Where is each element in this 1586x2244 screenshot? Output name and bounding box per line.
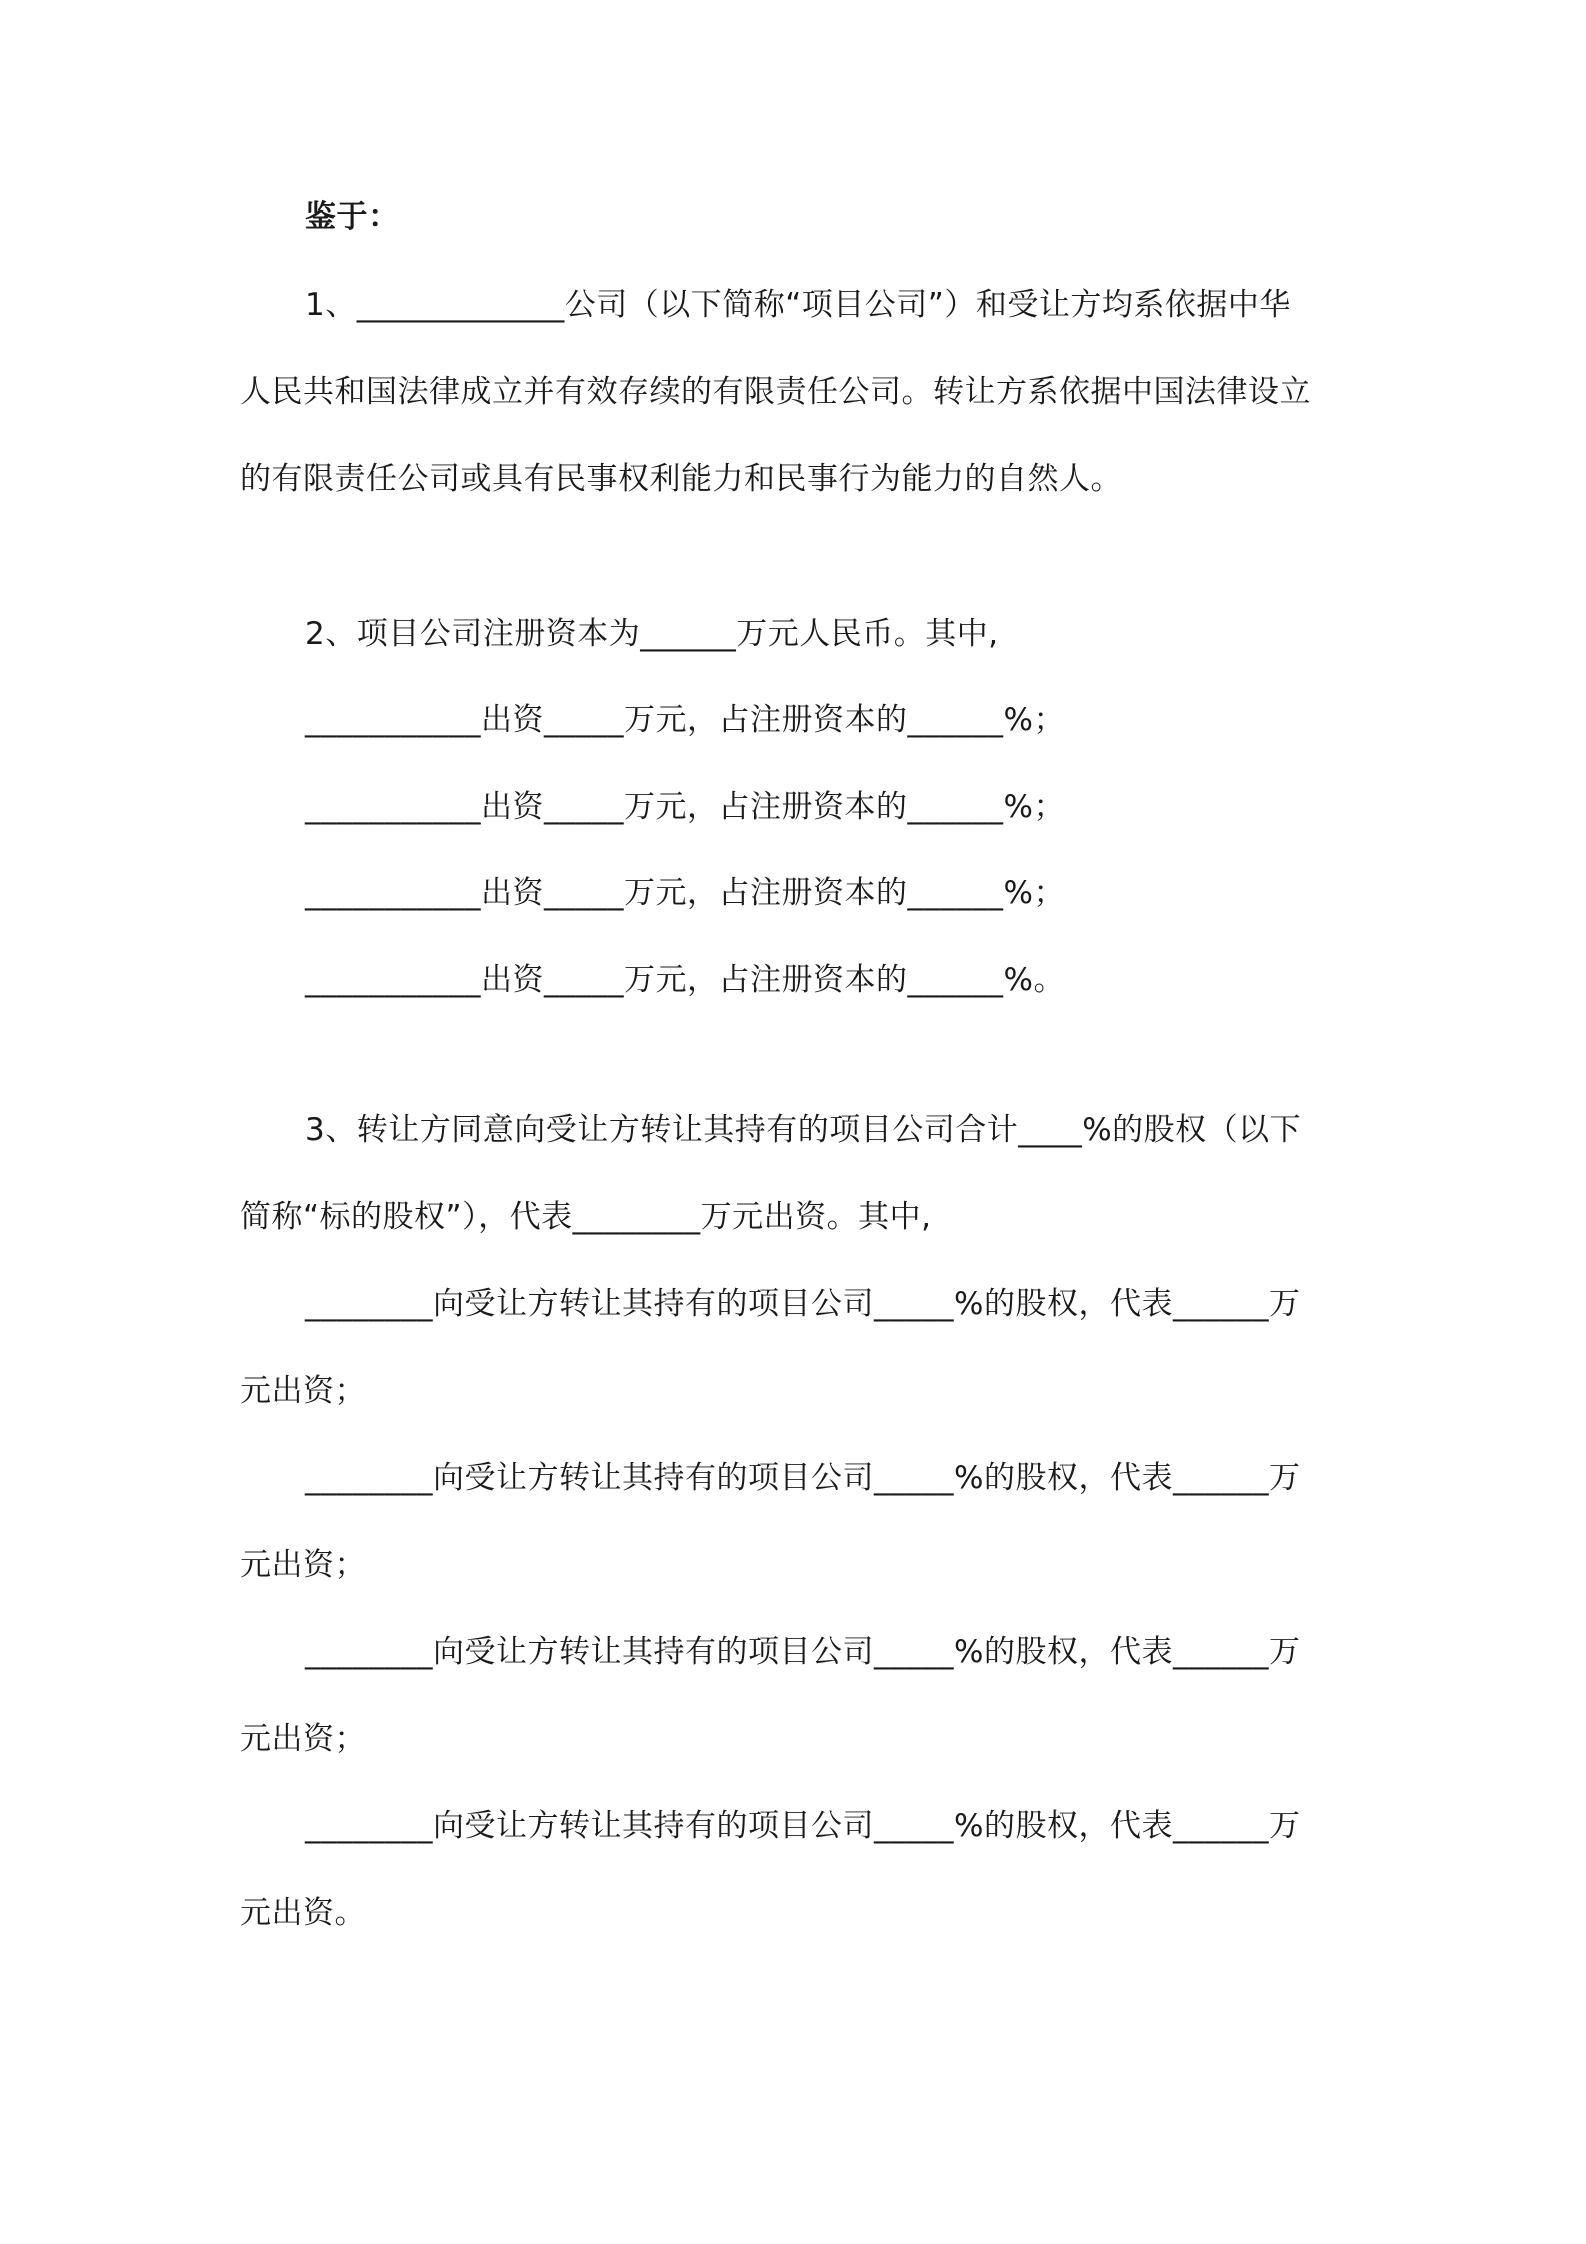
clause-3-item-line: ________向受让方转让其持有的项目公司_____%的股权，代表______万 — [305, 1808, 1301, 1844]
clause-1-line-3: 的有限责任公司或具有民事权利能力和民事行为能力的自然人。 — [240, 461, 1122, 497]
clause-3-item-continuation: 元出资； — [240, 1373, 366, 1409]
clause-2-intro: 2、项目公司注册资本为______万元人民币。其中, — [305, 616, 999, 652]
clause-1-line-2: 人民共和国法律成立并有效存续的有限责任公司。转让方系依据中国法律设立 — [240, 374, 1311, 410]
clause-3-item-continuation: 元出资； — [240, 1721, 366, 1757]
clause-3-item-line: ________向受让方转让其持有的项目公司_____%的股权，代表______万 — [305, 1286, 1301, 1322]
clause-1-line-1: 1、_____________公司（以下简称“项目公司”）和受让方均系依据中华 — [305, 287, 1291, 323]
clause-2-row: ___________出资_____万元，占注册资本的______%； — [305, 702, 1065, 738]
clause-3-line-1: 3、转让方同意向受让方转让其持有的项目公司合计____%的股权（以下 — [305, 1112, 1302, 1148]
clause-3-item-line: ________向受让方转让其持有的项目公司_____%的股权，代表______万 — [305, 1460, 1301, 1496]
clause-2-row: ___________出资_____万元，占注册资本的______%。 — [305, 962, 1065, 998]
clause-3-item-line: ________向受让方转让其持有的项目公司_____%的股权，代表______万 — [305, 1634, 1301, 1670]
clause-3-item-continuation: 元出资； — [240, 1547, 366, 1583]
clause-2-row: ___________出资_____万元，占注册资本的______%； — [305, 875, 1065, 911]
clause-3-item-continuation: 元出资。 — [240, 1895, 366, 1931]
clause-3-line-2: 简称“标的股权”），代表________万元出资。其中, — [240, 1199, 932, 1235]
section-heading: 鉴于： — [305, 199, 400, 235]
clause-2-row: ___________出资_____万元，占注册资本的______%； — [305, 789, 1065, 825]
